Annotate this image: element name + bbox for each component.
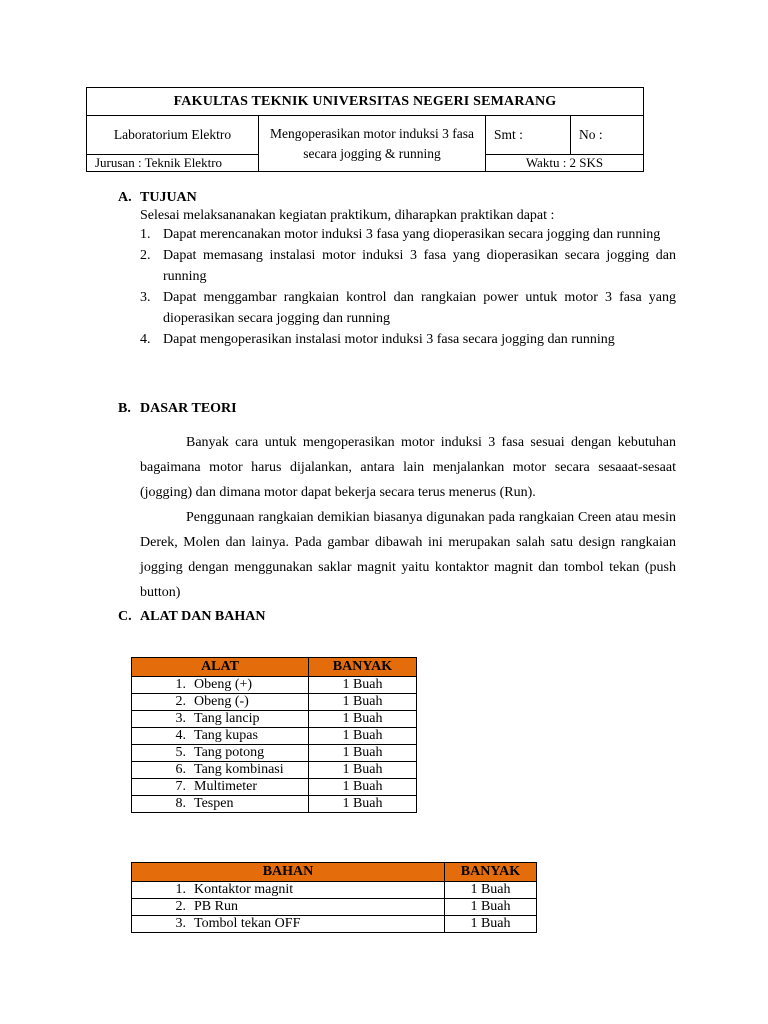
tool-name: Tang kombinasi	[194, 762, 284, 777]
tool-name-cell	[132, 796, 309, 813]
tool-name: Tang lancip	[194, 711, 260, 726]
tool-row	[132, 796, 417, 813]
material-quantity: 1 Buah	[445, 916, 537, 933]
tool-name: Tang potong	[194, 745, 265, 760]
material-quantity: 1 Buah	[445, 882, 537, 899]
section-a-heading	[118, 190, 197, 206]
section-c-heading	[118, 609, 266, 625]
lab-name: Laboratorium Elektro	[87, 116, 259, 155]
objective-number: 3.	[140, 290, 151, 305]
tools-col-header: ALAT	[132, 658, 309, 677]
materials-qty-header: BANYAK	[445, 863, 537, 882]
tool-quantity: 1 Buah	[309, 779, 417, 796]
tool-quantity: 1 Buah	[309, 711, 417, 728]
tool-quantity: 1 Buah	[309, 694, 417, 711]
objective-item	[140, 245, 676, 287]
objective-item	[140, 329, 676, 350]
tool-row	[132, 677, 417, 694]
tool-quantity: 1 Buah	[309, 762, 417, 779]
objective-text: Dapat menggambar rangkaian kontrol dan rangkaian power untuk motor 3 fasa yang dioperasikan secara jogging dan running	[163, 290, 676, 326]
section-b-heading	[118, 401, 237, 417]
tool-row-number: 2.	[175, 694, 186, 709]
material-name-cell	[132, 882, 445, 899]
tool-row	[132, 779, 417, 796]
objective-text: Dapat merencanakan motor induksi 3 fasa yang dioperasikan secara jogging dan running	[163, 227, 661, 242]
material-name-cell	[132, 899, 445, 916]
semester-field: Smt :	[486, 116, 571, 155]
material-row	[132, 899, 537, 916]
section-b-title: DASAR TEORI	[140, 401, 237, 416]
objectives-list	[140, 224, 676, 350]
time-credits: Waktu : 2 SKS	[486, 155, 644, 172]
tool-quantity: 1 Buah	[309, 796, 417, 813]
tool-row	[132, 728, 417, 745]
tool-quantity: 1 Buah	[309, 728, 417, 745]
section-b-letter: B.	[118, 401, 131, 416]
tool-row-number: 3.	[175, 711, 186, 726]
section-c-title: ALAT DAN BAHAN	[140, 609, 266, 624]
material-name: Tombol tekan OFF	[194, 916, 301, 931]
tool-name: Obeng (-)	[194, 694, 249, 709]
tool-name: Multimeter	[194, 779, 257, 794]
tool-name-cell	[132, 711, 309, 728]
theory-paragraph-1: Banyak cara untuk mengoperasikan motor induksi 3 fasa sesuai dengan kebutuhan bagaimana motor harus dijalankan, antara lain menjalankan motor secara sesaaat-sesaat (jogging) dan dimana motor dapat bekerja secara terus menerus (Run).	[140, 435, 676, 500]
section-a-title: TUJUAN	[140, 190, 197, 205]
tool-name: Tespen	[194, 796, 234, 811]
material-row	[132, 882, 537, 899]
theory-paragraph-2: Penggunaan rangkaian demikian biasanya digunakan pada rangkaian Creen atau mesin Derek, Molen dan lainya. Pada gambar dibawah ini merupakan salah satu design rangkaian jogging dengan menggunakan saklar magnit yaitu kontaktor magnit dan tombol tekan (push button)	[140, 510, 676, 600]
tool-name-cell	[132, 694, 309, 711]
tool-name-cell	[132, 779, 309, 796]
materials-col-header: BAHAN	[132, 863, 445, 882]
tool-name-cell	[132, 677, 309, 694]
objective-number: 2.	[140, 248, 151, 263]
faculty-title: FAKULTAS TEKNIK UNIVERSITAS NEGERI SEMARANG	[87, 88, 644, 116]
tool-quantity: 1 Buah	[309, 745, 417, 762]
material-name: Kontaktor magnit	[194, 882, 294, 897]
tool-row-number: 6.	[175, 762, 186, 777]
materials-table	[131, 862, 537, 933]
section-c-letter: C.	[118, 609, 132, 624]
tools-qty-header: BANYAK	[309, 658, 417, 677]
material-quantity: 1 Buah	[445, 899, 537, 916]
section-a-letter: A.	[118, 190, 132, 205]
theory-body	[140, 430, 676, 605]
header-table	[86, 87, 644, 172]
material-name-cell	[132, 916, 445, 933]
tool-name: Tang kupas	[194, 728, 258, 743]
tool-name-cell	[132, 762, 309, 779]
department: Jurusan : Teknik Elektro	[87, 155, 259, 172]
tool-row-number: 1.	[175, 677, 186, 692]
tools-table	[131, 657, 417, 813]
practicum-topic: Mengoperasikan motor induksi 3 fasa secara jogging & running	[259, 116, 486, 172]
tool-name-cell	[132, 728, 309, 745]
tool-row-number: 5.	[175, 745, 186, 760]
material-row-number: 3.	[175, 916, 186, 931]
tool-row	[132, 745, 417, 762]
number-field: No :	[571, 116, 644, 155]
objective-number: 1.	[140, 227, 151, 242]
tool-row	[132, 762, 417, 779]
material-row	[132, 916, 537, 933]
material-row-number: 1.	[175, 882, 186, 897]
tool-name-cell	[132, 745, 309, 762]
tool-row-number: 7.	[175, 779, 186, 794]
tool-row-number: 4.	[175, 728, 186, 743]
tool-row	[132, 711, 417, 728]
objective-text: Dapat memasang instalasi motor induksi 3 fasa yang dioperasikan secara jogging dan running	[163, 248, 676, 284]
tool-name: Obeng (+)	[194, 677, 253, 692]
tool-quantity: 1 Buah	[309, 677, 417, 694]
objective-number: 4.	[140, 332, 151, 347]
tool-row-number: 8.	[175, 796, 186, 811]
tool-row	[132, 694, 417, 711]
objective-text: Dapat mengoperasikan instalasi motor induksi 3 fasa secara jogging dan running	[163, 332, 615, 347]
material-row-number: 2.	[175, 899, 186, 914]
objective-item	[140, 224, 676, 245]
material-name: PB Run	[194, 899, 238, 914]
objective-item	[140, 287, 676, 329]
objectives-intro: Selesai melaksananakan kegiatan praktikum, diharapkan praktikan dapat :	[140, 208, 555, 223]
